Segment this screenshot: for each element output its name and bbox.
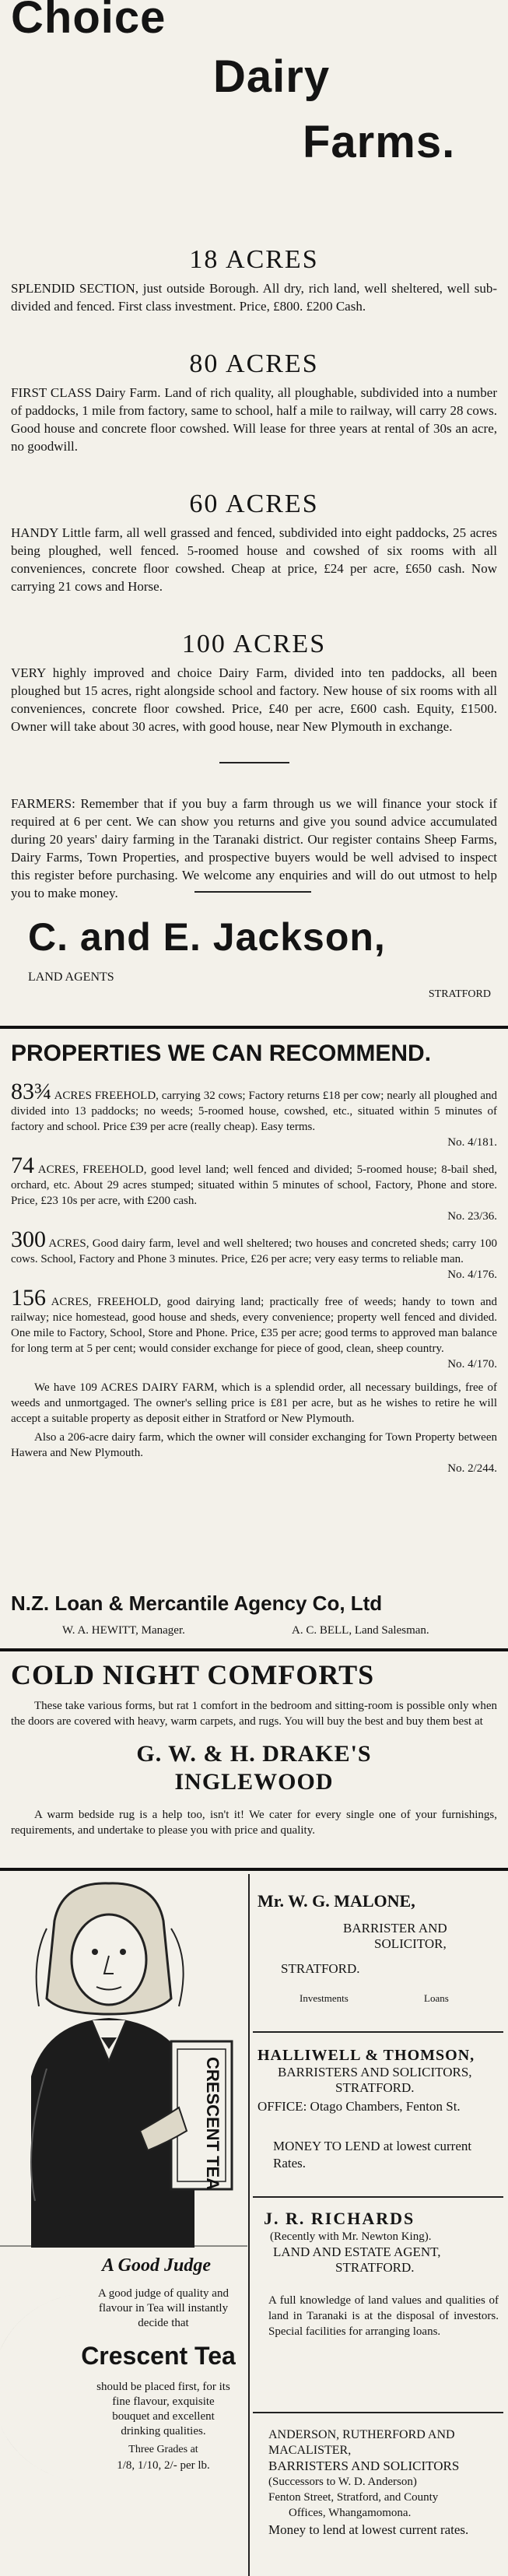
- properties-ad: [0, 1039, 508, 1475]
- choice-heading-line-1: Choice: [11, 0, 166, 43]
- property-extra: Also a 206-acre dairy farm, which the owner will consider exchanging for Town Property between Hawera and New Plymouth.: [11, 1431, 497, 1459]
- crescent-tea-copy: [0, 2240, 247, 2576]
- farm-listing-text: FIRST CLASS Dairy Farm. Land of rich quality, all ploughable, subdivided into a number of paddocks, 1 mile from factory, same to school, half a mile to railway, will carry 28 cows. Good house and concrete floor cowshed. Will lease for three years at rental of 30s an acre, no goodwill.: [11, 385, 497, 454]
- directory-money: Money to lend at lowest current rates.: [268, 2522, 469, 2537]
- farm-listing-text: HANDY Little farm, all well grassed and fenced, subdivided into eight paddocks, 25 acres being ploughed, well fenced. 5-roomed house and cowshed of six rooms with all conveniences, concrete floor cowshed. Cheap at price, £24 per acre, £650 cash. Now carrying 21 cows and Horse.: [11, 525, 497, 594]
- directory-money: MONEY TO LEND at lowest current Rates.: [273, 2139, 472, 2171]
- directory-office: OFFICE: Otago Chambers, Fenton St.: [258, 2099, 461, 2114]
- property-ref: No. 23/36.: [447, 1210, 497, 1223]
- property-ref: No. 4/170.: [447, 1358, 497, 1370]
- column-divider: [194, 891, 311, 893]
- cold-night-heading: COLD NIGHT COMFORTS: [11, 1659, 375, 1690]
- tea-text: A good judge of quality and flavour in Tea will instantly decide that: [98, 2287, 229, 2329]
- farm-listing: [11, 349, 497, 455]
- directory-line: BARRISTERS AND SOLICITORS,: [278, 2065, 472, 2079]
- directory-line: BARRISTERS AND SOLICITORS: [268, 2458, 460, 2473]
- directory-card: [253, 1876, 503, 2031]
- property-ref: No. 2/244.: [447, 1462, 497, 1475]
- tea-packet-label: CRESCENT TEA: [203, 2057, 222, 2191]
- property-ref: No. 4/181.: [447, 1136, 497, 1149]
- crescent-tea-ad: [0, 1874, 247, 2576]
- farm-listing-heading: 18 ACRES: [189, 245, 319, 274]
- section-rule: [0, 1868, 508, 1871]
- farm-listing-heading: 100 ACRES: [181, 630, 327, 658]
- property-extra: We have 109 ACRES DAIRY FARM, which is a splendid order, all necessary buildings, free of weeds and unmortgaged. The owner's selling price is £81 per acre, but as he wishes to retire he will accept a suitable property as deposit either in Stratford or New Plymouth.: [11, 1381, 497, 1425]
- directory-line: SOLICITOR,: [374, 1936, 447, 1951]
- directory-name: HALLIWELL & THOMSON,: [258, 2047, 475, 2064]
- directory-card: [253, 2198, 503, 2412]
- directory-name: Mr. W. G. MALONE,: [258, 1891, 415, 1911]
- store-town: INGLEWOOD: [174, 1769, 334, 1795]
- company-salesman: A. C. BELL, Land Salesman.: [292, 1624, 429, 1637]
- property-listing: [11, 1285, 497, 1372]
- tea-grades: Three Grades at: [128, 2444, 198, 2455]
- jackson-block: [0, 914, 508, 1016]
- tea-tagline: A Good Judge: [101, 2255, 211, 2276]
- directory-card: [253, 2033, 503, 2196]
- column-separator: [248, 1874, 250, 2576]
- section-rule: [0, 1026, 508, 1029]
- farm-listing: [11, 630, 497, 735]
- choice-heading: [11, 0, 497, 191]
- farm-listing-heading: 60 ACRES: [189, 490, 319, 518]
- property-text: ACRES, FREEHOLD, good dairying land; practically free of weeds; handy to town and railway; nice homestead, good house and sheds, every convenience; property well fenced and divided. One mile to Factory, School, Store and Phone. Price, £35 per acre; good terms to approved man balance for long term at 5 per cent; would consider exchange for piece of good, clean, sheep country.: [11, 1296, 497, 1355]
- directory-footer-left: Investments: [300, 1992, 349, 2004]
- judge-illustration: [0, 1874, 247, 2248]
- directory-line: STRATFORD.: [335, 2260, 415, 2275]
- property-size: 300: [11, 1227, 46, 1252]
- properties-heading: PROPERTIES WE CAN RECOMMEND.: [11, 1041, 432, 1066]
- directory-line: (Recently with Mr. Newton King).: [270, 2230, 432, 2243]
- property-size: 74: [11, 1153, 34, 1178]
- directory-name: J. R. RICHARDS: [264, 2209, 415, 2228]
- tea-text-2: should be placed first, for its fine flavour, exquisite bouquet and excellent drinking qualities.: [96, 2381, 230, 2437]
- short-divider: [219, 762, 289, 763]
- directory-text: A full knowledge of land values and qualities of land in Taranaki is at the disposal of investors. Special facilities for arranging loans.: [268, 2294, 499, 2338]
- directory-line: Offices, Whangamomona.: [289, 2507, 412, 2519]
- directory-line: BARRISTER AND: [343, 1921, 447, 1936]
- company-manager: W. A. HEWITT, Manager.: [62, 1624, 185, 1637]
- farm-listing-text: VERY highly improved and choice Dairy Farm, divided into ten paddocks, all been ploughed but 15 acres, right alongside school and factory. New house of six rooms with all conveniences, concrete floor cowshed. Price, £40 per acre, £600 cash. Equity, £1500. Owner will take about 30 acres, with good house, near New Plymouth in exchange.: [11, 665, 497, 734]
- property-listing: [11, 1153, 497, 1224]
- property-size: 156: [11, 1285, 46, 1311]
- farmers-note: FARMERS: Remember that if you buy a farm through us we will finance your stock if required at 6 per cent. We can show you returns and give you sound advice accumulated during 20 years' dairy farming in the Taranaki district. Our register contains Sheep Farms, Dairy Farms, Town Properties, and prospective buyers would be well advised to inspect this register before purchasing. We welcome any enquiries and will do out utmost to help you to make money.: [11, 796, 497, 900]
- store-name: G. W. & H. DRAKE'S: [136, 1741, 372, 1767]
- property-text: ACRES, Good dairy farm, level and well sheltered; two houses and concreted sheds; carry 100 cows. School, Factory and Phone 3 minutes. Price, £26 per acre; very easy terms to reliable man.: [11, 1237, 497, 1265]
- firm-name: C. and E. Jackson,: [28, 915, 386, 959]
- farm-listing-text: SPLENDID SECTION, just outside Borough. All dry, rich land, well sheltered, well sub-divided and fenced. First class investment. Price, £800. £200 Cash.: [11, 281, 497, 314]
- directory-column: [253, 1876, 503, 2576]
- crescent-moon-icon: [0, 2286, 109, 2489]
- choice-dairy-farms-ad: [0, 0, 508, 900]
- firm-role: LAND AGENTS: [28, 970, 114, 984]
- cold-night-outro: A warm bedside rug is a help too, isn't it! We cater for every single one of your furnishings, requirements, and undertake to please you with price and quality.: [11, 1809, 497, 1837]
- property-listing: [11, 1227, 497, 1283]
- nz-loan-block: [0, 1590, 508, 1644]
- property-listing: [11, 1079, 497, 1150]
- cold-night-ad: [0, 1658, 508, 1860]
- choice-heading-line-3: Farms.: [303, 117, 456, 167]
- tea-brand: Crescent Tea: [81, 2342, 236, 2370]
- cold-night-intro: These take various forms, but rat 1 comfort in the bedroom and sitting-room is possible only when the doors are covered with heavy, warm carpets, and rugs. You will buy the best and buy them best at: [11, 1700, 497, 1728]
- choice-heading-line-2: Dairy: [213, 51, 331, 102]
- directory-line: LAND AND ESTATE AGENT,: [273, 2244, 441, 2259]
- farm-listing-heading: 80 ACRES: [189, 349, 319, 378]
- property-ref: No. 4/176.: [447, 1269, 497, 1281]
- company-name: N.Z. Loan & Mercantile Agency Co, Ltd: [11, 1592, 383, 1615]
- directory-line: Fenton Street, Stratford, and County: [268, 2491, 439, 2504]
- directory-line: (Successors to W. D. Anderson): [268, 2476, 417, 2488]
- directory-card: [253, 2413, 503, 2576]
- directory-line: STRATFORD.: [335, 2080, 415, 2095]
- farm-listing: [11, 245, 497, 315]
- directory-footer-right: Loans: [424, 1992, 449, 2004]
- tea-prices: 1/8, 1/10, 2/- per lb.: [117, 2459, 210, 2472]
- directory-name: ANDERSON, RUTHERFORD AND MACALISTER,: [268, 2428, 455, 2457]
- property-text: ACRES, FREEHOLD, good level land; well fenced and divided; 5-roomed house; 8-bail shed, orchard, etc. About 29 acres stumped; situated within 5 minutes of school, Factory, Phone and store. Price, £23 10s per acre, with £200 cash.: [11, 1163, 497, 1207]
- property-text: ACRES FREEHOLD, carrying 32 cows; Factory returns £18 per cow; nearly all ploughed and divided into 13 paddocks; no weeds; 5-roomed house, cowshed, etc., situated within 5 minutes of factory and school. Price £39 per acre (really cheap). Easy terms.: [11, 1090, 497, 1133]
- firm-town: STRATFORD: [428, 988, 491, 1000]
- directory-line: STRATFORD.: [281, 1961, 360, 1976]
- property-size: 83¾: [11, 1079, 52, 1104]
- section-rule: [0, 1648, 508, 1651]
- farm-listing: [11, 490, 497, 595]
